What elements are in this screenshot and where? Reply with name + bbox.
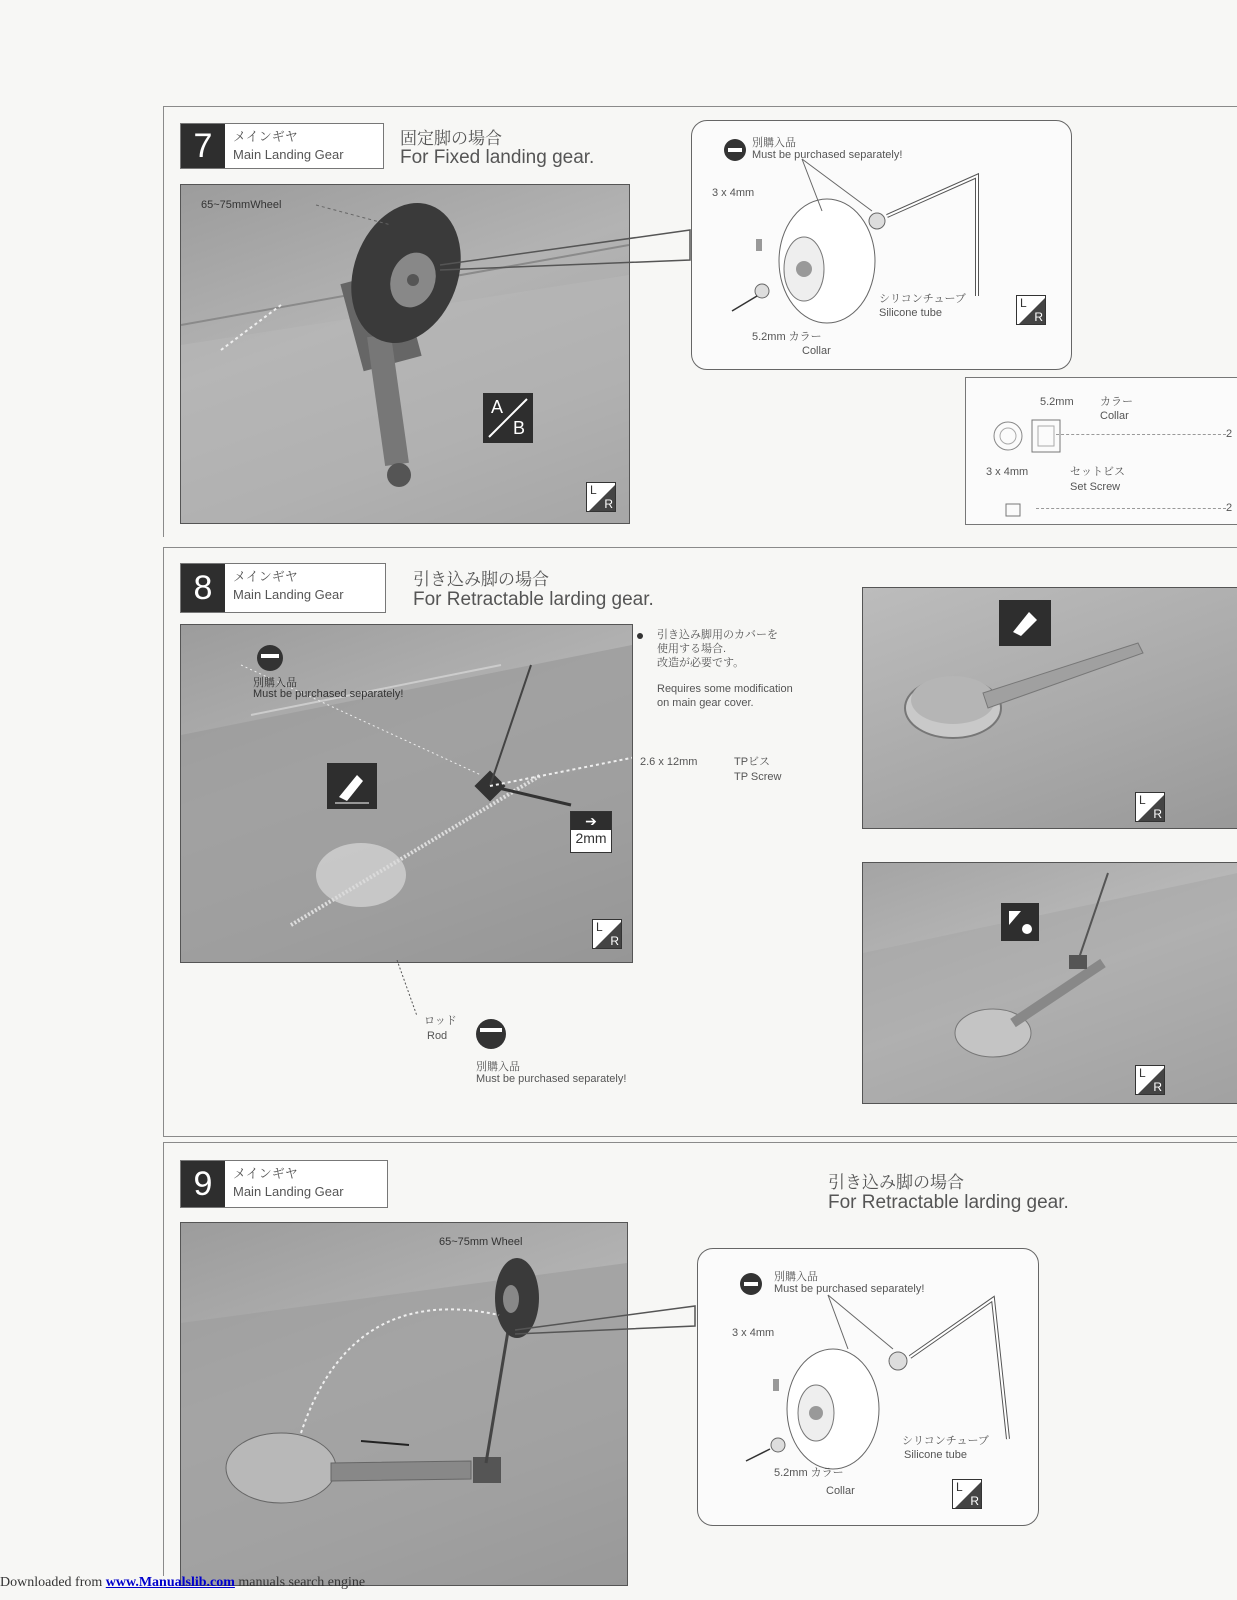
parts-collar-qty: 2 bbox=[1226, 428, 1233, 440]
footer-suffix: manuals search engine bbox=[234, 1575, 366, 1590]
wheel-size-label: 65~75mm Wheel bbox=[439, 1236, 523, 1248]
parts-screw-size: 3 x 4mm bbox=[986, 466, 1029, 478]
arrow-2mm-label: 2mm bbox=[575, 830, 607, 846]
collar-en: Collar bbox=[802, 345, 831, 357]
step8-cover-photo-1 bbox=[862, 587, 1237, 829]
step-label-en: Main Landing Gear bbox=[233, 147, 344, 162]
tube-jp: シリコンチューブ bbox=[902, 1435, 989, 1447]
purchase-en: Must be purchased separately! bbox=[774, 1283, 925, 1295]
screw-size: 3 x 4mm bbox=[732, 1327, 775, 1339]
rod-jp: ロッド bbox=[424, 1015, 457, 1027]
step-label-jp: メインギヤ bbox=[233, 569, 298, 584]
note-jp-1: 引き込み脚用のカバーを bbox=[657, 629, 778, 641]
manualslib-link[interactable]: www.Manualslib.com bbox=[105, 1575, 235, 1590]
left-right-icon: L R bbox=[586, 482, 616, 512]
wheel-assembly-drawing bbox=[692, 121, 1071, 369]
step9-header bbox=[180, 1160, 388, 1208]
parts-collar-jp: カラー bbox=[1100, 396, 1133, 408]
step7-title-en: For Fixed landing gear. bbox=[400, 147, 595, 168]
tp-screw-size: 2.6 x 12mm bbox=[640, 756, 698, 768]
purchase-jp: 別購入品 bbox=[752, 137, 796, 149]
tp-screw-jp: TPビス bbox=[734, 756, 771, 768]
step9-title-en: For Retractable larding gear. bbox=[828, 1192, 1069, 1213]
step-number: 7 bbox=[181, 124, 225, 168]
cutter-icon bbox=[327, 763, 377, 809]
rod-en: Rod bbox=[427, 1030, 448, 1042]
parts-screw-leader bbox=[1036, 508, 1226, 509]
parts-screw-en: Set Screw bbox=[1070, 481, 1121, 493]
footer bbox=[0, 1575, 365, 1591]
retract-wheel-illustration bbox=[181, 1223, 627, 1585]
step8-cover-photo-2 bbox=[862, 862, 1237, 1104]
step7-header bbox=[180, 123, 384, 169]
parts-collar-size: 5.2mm bbox=[1040, 396, 1074, 408]
collar-en: Collar bbox=[826, 1485, 855, 1497]
cutter-icon bbox=[999, 600, 1051, 646]
step9-photo bbox=[180, 1222, 628, 1586]
collar-jp: 5.2mm カラー bbox=[752, 331, 822, 343]
parts-collar-leader bbox=[1056, 434, 1226, 435]
purchase2-jp: 別購入品 bbox=[476, 1061, 520, 1073]
note-en-2: on main gear cover. bbox=[657, 697, 754, 709]
left-right-icon: L R bbox=[952, 1479, 982, 1509]
step8-title-jp: 引き込み脚の場合 bbox=[413, 570, 549, 589]
collar-jp: 5.2mm カラー bbox=[774, 1467, 844, 1479]
left-right-icon: L R bbox=[1135, 792, 1165, 822]
left-right-icon: L R bbox=[1016, 295, 1046, 325]
installed-cover-drawing bbox=[863, 863, 1237, 1103]
wheel-assembly-drawing bbox=[698, 1249, 1038, 1525]
step-number: 9 bbox=[181, 1161, 225, 1207]
note-en-1: Requires some modification bbox=[657, 683, 793, 695]
purchase-en: Must be purchased separately! bbox=[752, 149, 903, 161]
glue-icon bbox=[1001, 903, 1039, 941]
left-right-icon: L R bbox=[592, 919, 622, 949]
purchase-en: Must be purchased separately! bbox=[253, 688, 404, 700]
tp-screw-en: TP Screw bbox=[734, 771, 782, 783]
parts-screw-qty: 2 bbox=[1226, 502, 1233, 514]
purchase2-en: Must be purchased separately! bbox=[476, 1073, 627, 1085]
parts-collar-en: Collar bbox=[1100, 410, 1129, 422]
step-label-jp: メインギヤ bbox=[233, 1166, 298, 1181]
purchase-jp: 別購入品 bbox=[253, 677, 297, 689]
step9-callout-pointer bbox=[515, 1300, 705, 1350]
tube-jp: シリコンチューブ bbox=[879, 293, 966, 305]
screw-size: 3 x 4mm bbox=[712, 187, 755, 199]
purchase-separately-icon bbox=[257, 645, 283, 671]
step8-photo bbox=[180, 624, 633, 963]
step-label-en: Main Landing Gear bbox=[233, 1184, 344, 1199]
step9-callout bbox=[697, 1248, 1039, 1526]
purchase-jp: 別購入品 bbox=[774, 1271, 818, 1283]
step7-callout bbox=[691, 120, 1072, 370]
step-label-jp: メインギヤ bbox=[233, 129, 298, 144]
tube-en: Silicone tube bbox=[904, 1449, 967, 1461]
tube-en: Silicone tube bbox=[879, 307, 942, 319]
step-number: 8 bbox=[181, 564, 225, 612]
note-jp-3: 改造が必要です。 bbox=[657, 657, 745, 669]
step-label-en: Main Landing Gear bbox=[233, 587, 344, 602]
rod-leader bbox=[395, 960, 435, 1020]
step8-header bbox=[180, 563, 386, 613]
ab-badge: A B bbox=[483, 393, 533, 443]
parts-box bbox=[965, 377, 1237, 525]
parts-screw-jp: セットビス bbox=[1070, 466, 1125, 478]
left-right-icon: L R bbox=[1135, 1065, 1165, 1095]
wheel-size-label: 65~75mmWheel bbox=[201, 199, 282, 211]
note-jp-2: 使用する場合. bbox=[657, 643, 727, 655]
step8-title-en: For Retractable larding gear. bbox=[413, 589, 654, 610]
step7-title-jp: 固定脚の場合 bbox=[400, 129, 502, 148]
step9-title-jp: 引き込み脚の場合 bbox=[828, 1173, 964, 1192]
retract-wing-illustration bbox=[181, 625, 632, 962]
note-bullet bbox=[637, 633, 643, 639]
step7-callout-pointer bbox=[440, 210, 700, 290]
footer-prefix: Downloaded from bbox=[0, 1575, 106, 1590]
arrow-2mm-badge: ➔ 2mm bbox=[570, 811, 612, 853]
purchase-separately-icon bbox=[476, 1019, 506, 1049]
